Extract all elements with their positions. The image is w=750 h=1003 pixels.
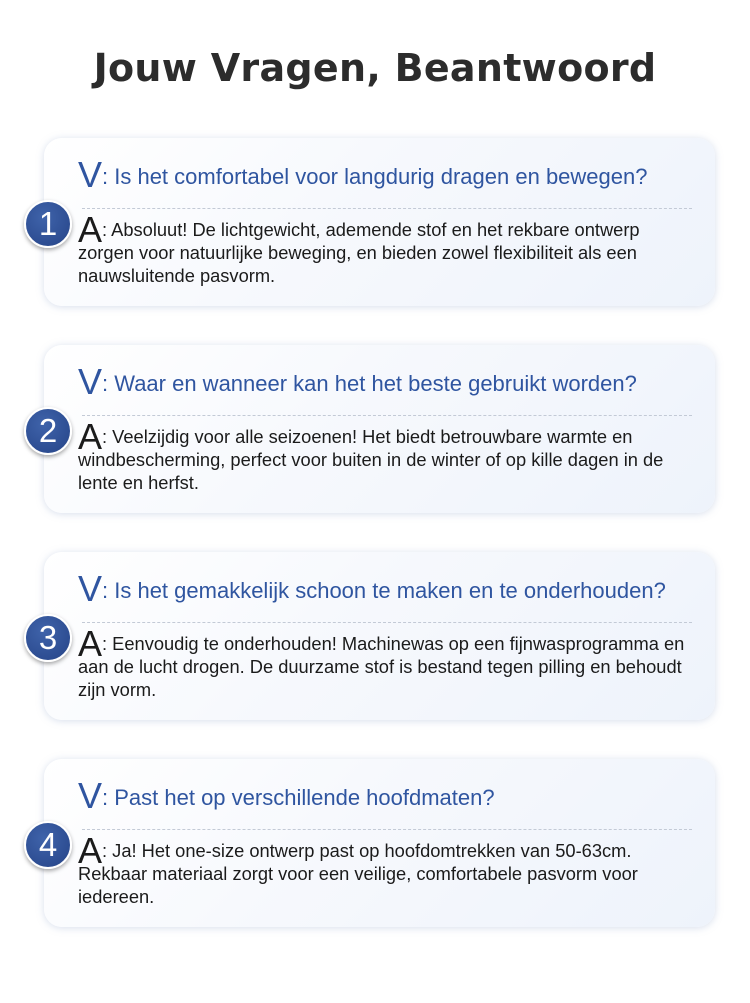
answer-letter: A: [78, 623, 103, 664]
answer: [78, 623, 700, 701]
faq-card: [38, 345, 715, 513]
answer: [78, 830, 700, 908]
number-badge: 4: [24, 821, 72, 869]
answer-text: : Absoluut! De lichtgewicht, ademende stof en het rekbare ontwerp zorgen voor natuurlijke beweging, en bieden zowel flexibiliteit als een nauwsluitende pasvorm.: [78, 219, 640, 286]
question-letter: V: [78, 361, 103, 402]
question-letter: V: [78, 568, 103, 609]
page-title: Jouw Vragen, Beantwoord: [93, 46, 657, 90]
dashed-divider: [82, 415, 692, 416]
faq-card: [38, 759, 715, 927]
number-badge: 2: [24, 407, 72, 455]
dashed-divider: [82, 622, 692, 623]
faq-card: [38, 552, 715, 720]
number-badge: 1: [24, 200, 72, 248]
dashed-divider: [82, 829, 692, 830]
faq-card: [38, 138, 715, 306]
answer-letter: A: [78, 209, 103, 250]
question: [78, 775, 718, 817]
question-text: : Waar en wanneer kan het het beste gebruikt worden?: [102, 371, 637, 396]
question-text: : Is het comfortabel voor langdurig dragen en bewegen?: [102, 164, 648, 189]
answer-letter: A: [78, 416, 103, 457]
answer-text: : Veelzijdig voor alle seizoenen! Het biedt betrouwbare warmte en windbescherming, perfect voor buiten in de winter of op kille dagen in de lente en herfst.: [78, 426, 664, 493]
answer-text: : Eenvoudig te onderhouden! Machinewas op een fijnwasprogramma en aan de lucht drogen. De duurzame stof is bestand tegen pilling en behoudt zijn vorm.: [78, 633, 685, 700]
question-text: : Is het gemakkelijk schoon te maken en te onderhouden?: [102, 578, 666, 603]
answer-letter: A: [78, 830, 103, 871]
answer: [78, 209, 700, 287]
number-badge: 3: [24, 614, 72, 662]
dashed-divider: [82, 208, 692, 209]
question-text: : Past het op verschillende hoofdmaten?: [102, 785, 495, 810]
question: [78, 154, 718, 196]
question: [78, 361, 718, 403]
answer: [78, 416, 700, 494]
question: [78, 568, 718, 610]
question-letter: V: [78, 775, 103, 816]
question-letter: V: [78, 154, 103, 195]
answer-text: : Ja! Het one-size ontwerp past op hoofdomtrekken van 50-63cm. Rekbaar materiaal zorgt voor een veilige, comfortabele pasvorm voor iedereen.: [78, 840, 638, 907]
